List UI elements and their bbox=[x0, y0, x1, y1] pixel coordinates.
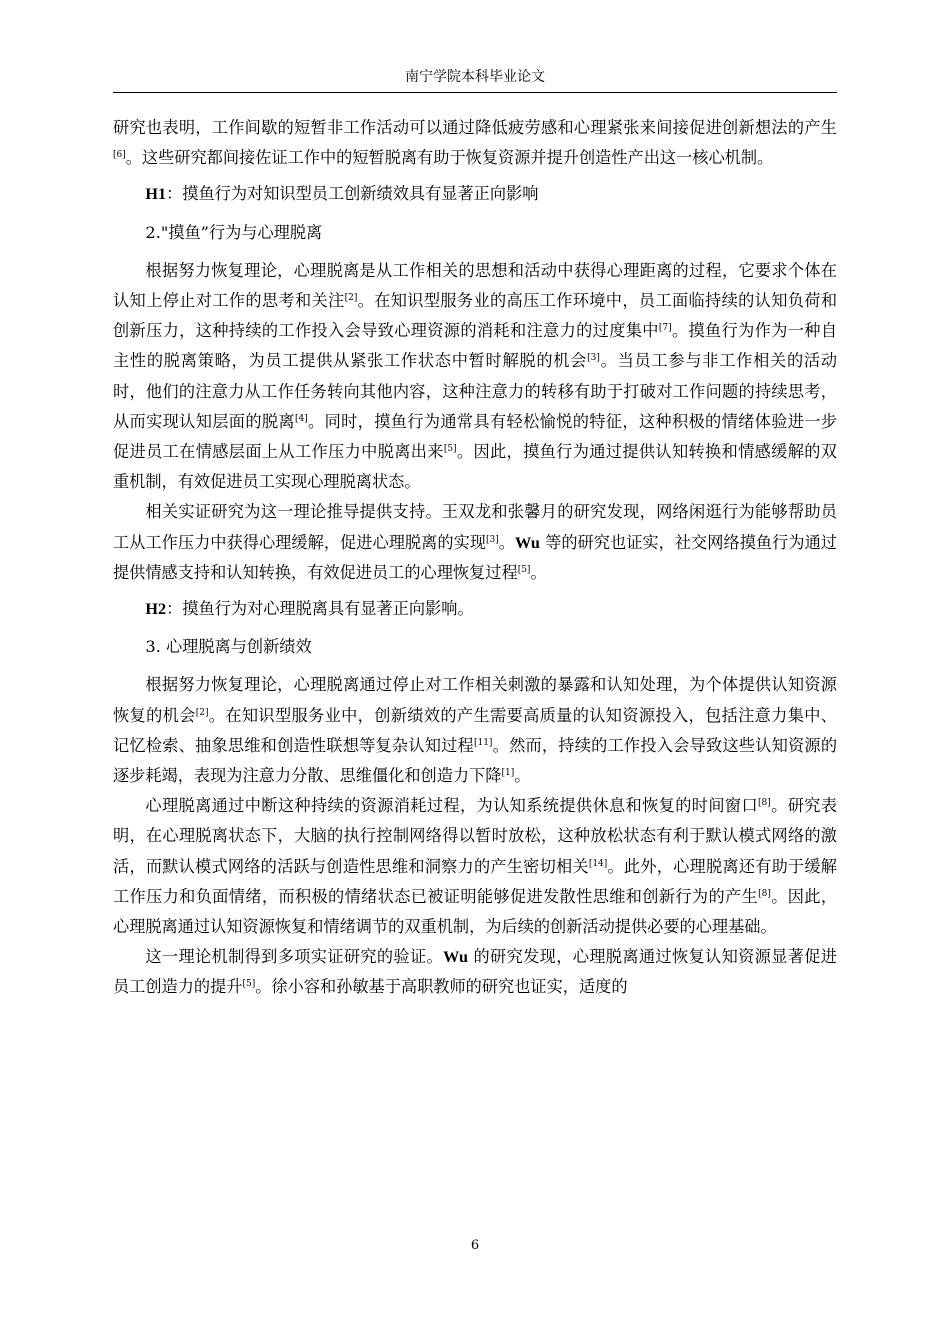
citation-marker: [8] bbox=[758, 888, 771, 899]
text-run: 。 bbox=[530, 562, 547, 582]
page-number: 6 bbox=[470, 1238, 480, 1253]
hypothesis-statement bbox=[113, 594, 837, 624]
body-paragraph bbox=[113, 113, 837, 173]
text-run: 的研究发现，心理脱离通过恢复认知资源显著促进员工创造力的提升 bbox=[113, 947, 837, 997]
text-run: 相关实证研究为这一理论推导提供支持。王双龙和张馨月的研究发现，网络闲逛行为能够帮助员工从工作压力中获得心理缓解，促进心理脱离的实现 bbox=[113, 502, 837, 552]
citation-marker: [2] bbox=[344, 293, 358, 304]
body-paragraph bbox=[113, 256, 837, 498]
text-run: 。在知识型服务业的高压工作环境中，员工面临持续的认知负荷和创新压力，这种持续的工作投入会导致心理资源的消耗和注意力的过度集中 bbox=[113, 291, 838, 341]
text-run: 心理脱离通过中断这种持续的资源消耗过程，为认知系统提供休息和恢复的时间窗口 bbox=[145, 796, 759, 816]
text-run: 。研究表明，在心理脱离状态下，大脑的执行控制网络得以暂时放松，这种放松状态有利于默认模式网络的激活，而默认模式网络的活跃与创造性思维和洞察力的产生密切相关 bbox=[113, 796, 838, 876]
text-run: 。因此，摸鱼行为通过提供认知转换和情感缓解的双重机制，有效促进员工实现心理脱离状态。 bbox=[113, 442, 837, 492]
citation-marker: [5] bbox=[517, 564, 531, 575]
text-run: 等的研究也证实，社交网络摸鱼行为通过提供情感支持和认知转换，有效促进员工的心理恢复过程 bbox=[113, 532, 837, 582]
bold-label: H2 bbox=[145, 600, 167, 619]
body-paragraph bbox=[113, 942, 837, 1002]
text-run: 。在知识型服务业中，创新绩效的产生需要高质量的认知资源投入，包括注意力集中、记忆检索、抽象思维和创造性联想等复杂认知过程 bbox=[113, 705, 837, 755]
citation-marker: [2] bbox=[195, 707, 209, 718]
text-run: 。摸鱼行为作为一种自主性的脱离策略，为员工提供从紧张工作状态中暂时解脱的机会 bbox=[113, 321, 838, 371]
citation-marker: [7] bbox=[658, 323, 672, 334]
text-run: 。 bbox=[514, 766, 531, 786]
text-run: 。当员工参与非工作相关的活动时，他们的注意力从工作任务转向其他内容，这种注意力的转移有助于打破对工作问题的持续思考，从而实现认知层面的脱离 bbox=[113, 351, 838, 431]
text-run: 根据努力恢复理论，心理脱离通过停止对工作相关刺激的暴露和认知处理，为个体提供认知资源恢复的机会 bbox=[113, 675, 837, 725]
text-run: ：摸鱼行为对心理脱离具有显著正向影响。 bbox=[166, 599, 474, 619]
text-run: 。同时，摸鱼行为通常具有轻松愉悦的特征，这种积极的情绪体验进一步促进员工在情感层面上从工作压力中脱离出来 bbox=[113, 411, 838, 462]
section-heading bbox=[113, 218, 837, 248]
citation-marker: [5] bbox=[242, 979, 256, 990]
text-run: 3. 心理脱离与创新绩效 bbox=[145, 637, 312, 657]
text-run: 研究也表明，工作间歇的短暂非工作活动可以通过降低疲劳感和心理紧张来间接促进创新想法的产生 bbox=[113, 118, 837, 137]
bold-label: H1 bbox=[145, 185, 167, 204]
text-run: ：摸鱼行为对知识型员工创新绩效具有显著正向影响 bbox=[166, 184, 539, 204]
text-run: 。徐小容和孙敏基于高职教师的研究也证实，适度的 bbox=[255, 977, 628, 997]
text-run: 这一理论机制得到多项实证研究的验证。 bbox=[145, 947, 444, 967]
text-run: 。然而，持续的工作投入会导致这些认知资源的逐步耗竭，表现为注意力分散、思维僵化和创造力下降 bbox=[113, 735, 838, 786]
body-paragraph bbox=[113, 497, 837, 588]
running-header: 南宁学院本科毕业论文 bbox=[405, 69, 545, 85]
citation-marker: [14] bbox=[588, 858, 608, 869]
hypothesis-statement bbox=[113, 179, 837, 209]
body-paragraph bbox=[113, 791, 837, 942]
body-paragraph bbox=[113, 670, 837, 791]
header-divider bbox=[113, 92, 837, 93]
citation-marker: [3] bbox=[587, 353, 600, 364]
citation-marker: [4] bbox=[294, 413, 308, 424]
bold-label: Wu bbox=[443, 948, 468, 967]
section-heading bbox=[113, 632, 837, 662]
text-run: 。这些研究都间接佐证工作中的短暂脱离有助于恢复资源并提升创造性产出这一核心机制。 bbox=[125, 148, 774, 168]
text-run: 2."摸鱼”行为与心理脱离 bbox=[145, 222, 323, 242]
citation-marker: [5] bbox=[443, 444, 457, 455]
text-run: 根据努力恢复理论，心理脱离是从工作相关的思想和活动中获得心理距离的过程，它要求个体在认知上停止对工作的思考和关注 bbox=[113, 260, 837, 311]
citation-marker: [3] bbox=[486, 534, 499, 545]
citation-marker: [1] bbox=[501, 768, 515, 779]
citation-marker: [8] bbox=[758, 798, 771, 809]
text-run: 。 bbox=[498, 532, 516, 552]
text-run: 。此外，心理脱离还有助于缓解工作压力和负面情绪，而积极的情绪状态已被证明能够促进发散性思维和创新行为的产生 bbox=[113, 856, 837, 906]
text-run: 。因此，心理脱离通过认知资源恢复和情绪调节的双重机制，为后续的创新活动提供必要的心理基础。 bbox=[113, 886, 838, 937]
body-text bbox=[113, 113, 837, 1003]
bold-label: Wu bbox=[515, 533, 540, 552]
citation-marker: [11] bbox=[473, 737, 493, 748]
citation-marker: [6] bbox=[113, 150, 126, 161]
